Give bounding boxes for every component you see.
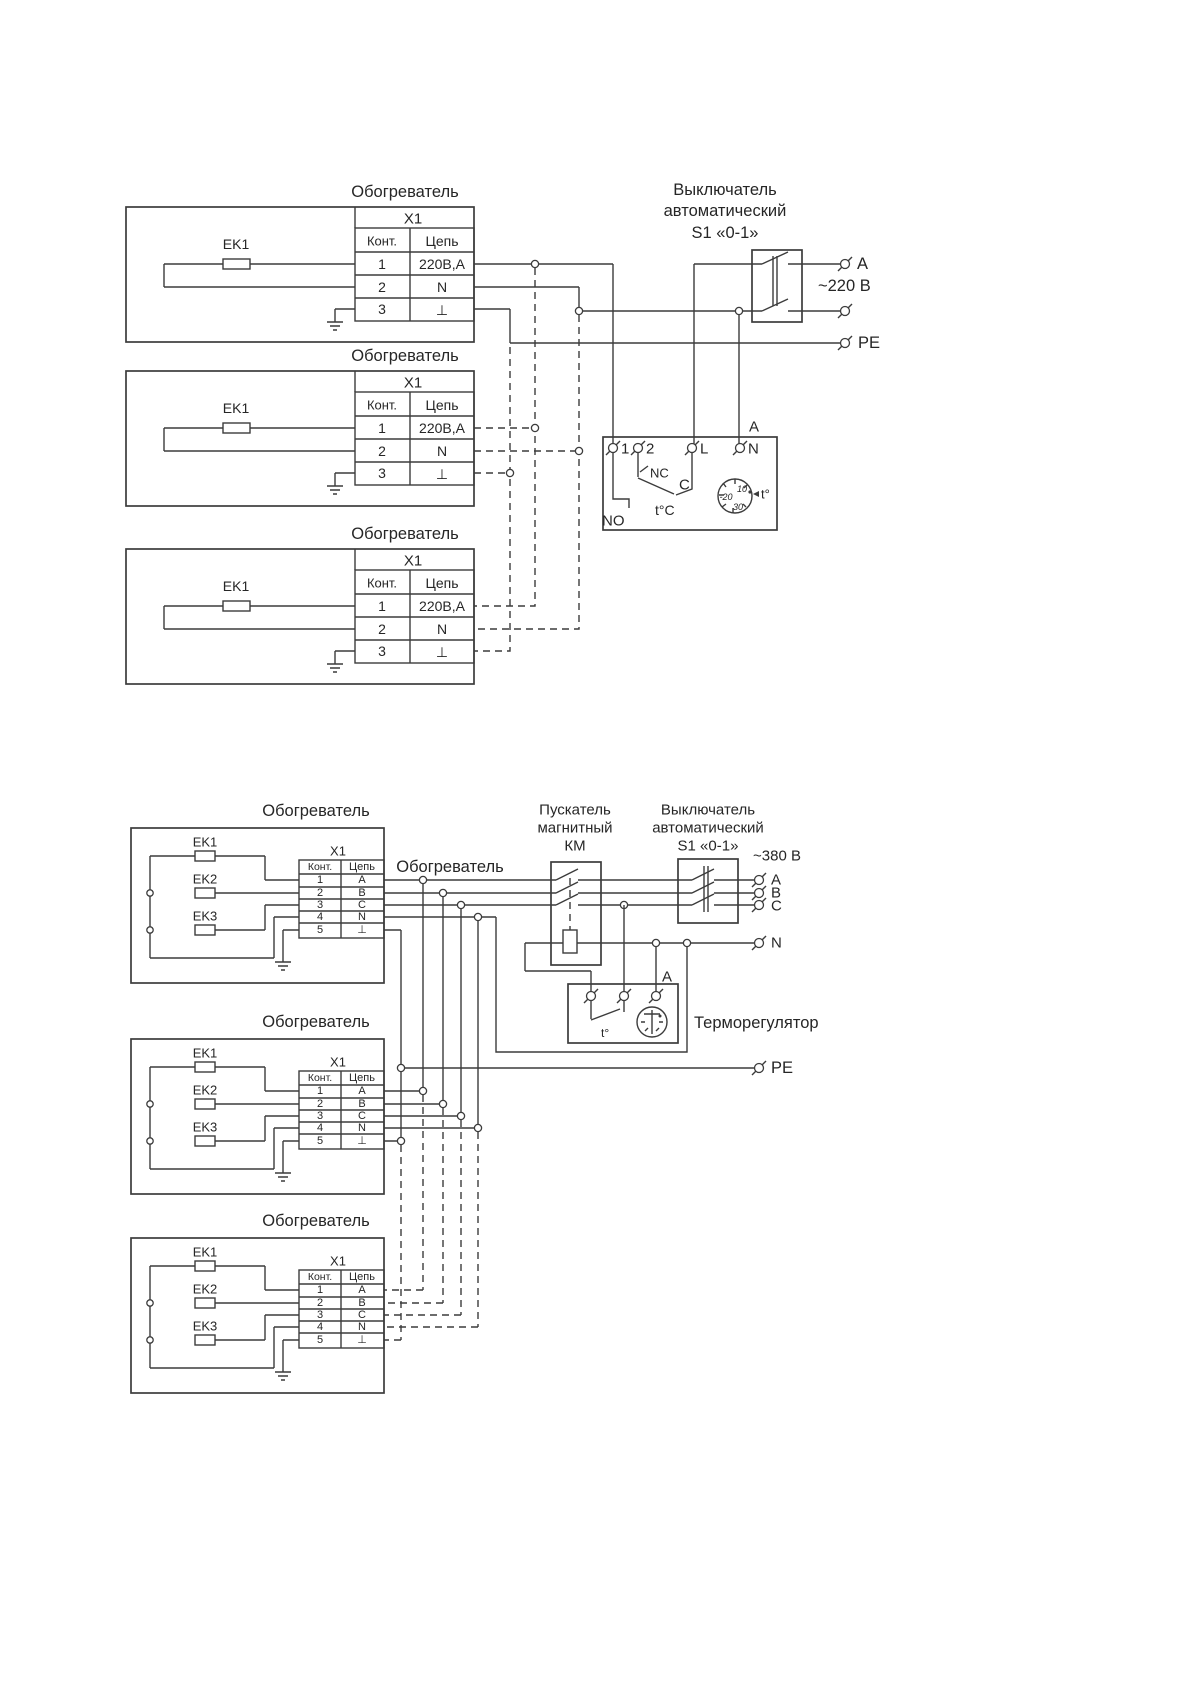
phase-label: A — [857, 255, 869, 273]
phase-a-label: A — [771, 871, 782, 889]
dial-icon — [718, 479, 770, 513]
dial-icon — [637, 1007, 667, 1037]
terminal-a-icon — [752, 873, 766, 887]
tap-wires — [384, 880, 496, 1340]
heater-3 — [131, 1212, 384, 1393]
breaker-label-3: S1 «0-1» — [677, 837, 739, 855]
junction — [506, 469, 513, 476]
corner-label: A — [749, 418, 760, 436]
diagram-220v — [126, 181, 880, 684]
junction — [439, 889, 446, 896]
wiring-solid — [474, 264, 840, 444]
voltage-label: ~220 В — [818, 277, 871, 295]
corner-label: A — [662, 968, 673, 986]
thermostat-380 — [568, 969, 819, 1044]
tdeg-label: t° — [761, 486, 770, 502]
starter-label-2: магнитный — [537, 819, 613, 837]
terminal-n-label: N — [748, 440, 759, 458]
nc-label: NC — [650, 465, 669, 481]
junction — [439, 1100, 446, 1107]
junction — [457, 901, 464, 908]
branch-heater-label: Обогреватель — [396, 858, 504, 876]
thermostat-title: Терморегулятор — [694, 1014, 819, 1032]
supply-terminals-380 — [752, 848, 801, 1078]
junction — [397, 1064, 404, 1071]
junction — [531, 260, 538, 267]
heater-1 — [126, 183, 474, 342]
terminal-c-icon — [752, 898, 766, 912]
starter-label-1: Пускатель — [539, 801, 611, 819]
no-label: NO — [602, 512, 625, 530]
junction — [419, 1087, 426, 1094]
breaker-label-3: S1 «0-1» — [691, 224, 759, 242]
terminal-l-label: L — [700, 440, 709, 458]
starter-box — [551, 862, 601, 965]
coil-symbol — [563, 930, 577, 953]
wiring-dashed — [474, 268, 579, 651]
terminal-2-label: 2 — [646, 440, 655, 458]
supply-terminals-220 — [818, 255, 880, 352]
thermostat-terminal-icon — [649, 989, 663, 1003]
junction — [419, 876, 426, 883]
heater-3 — [126, 525, 474, 684]
junction — [575, 307, 582, 314]
breaker-label-2: автоматический — [652, 819, 764, 837]
junction — [397, 1137, 404, 1144]
tc-label: t°C — [655, 502, 675, 518]
neutral-wiring — [525, 905, 754, 992]
terminal-pe-icon — [752, 1061, 766, 1075]
breaker-s1-220 — [664, 181, 840, 322]
dial-10: 10 — [736, 484, 748, 494]
junction — [457, 1112, 464, 1119]
terminal-n-icon — [752, 936, 766, 950]
terminal-neutral-icon — [838, 304, 852, 318]
junction — [683, 939, 690, 946]
neutral-label: N — [771, 934, 782, 952]
heater-1 — [131, 802, 384, 983]
terminal-phase-icon — [838, 257, 852, 271]
heater-2 — [131, 1013, 384, 1194]
diagram-380v — [131, 802, 819, 1394]
phase-b-label: B — [771, 884, 782, 902]
junction — [575, 447, 582, 454]
pe-label: PE — [771, 1059, 794, 1077]
thermostat-terminal-n-icon — [733, 441, 747, 455]
voltage-label: ~380 В — [753, 847, 801, 865]
tdeg-label: t° — [601, 1026, 610, 1040]
phase-c-label: C — [771, 897, 782, 915]
c-label: C — [679, 476, 690, 494]
junction — [474, 1124, 481, 1131]
dial-20: -20 — [719, 492, 733, 502]
heater-2 — [126, 347, 474, 506]
terminal-b-icon — [752, 886, 766, 900]
dial-30: 30 — [732, 502, 744, 512]
thermostat-220 — [602, 419, 777, 531]
junction — [474, 913, 481, 920]
junction — [652, 939, 659, 946]
junction — [735, 307, 742, 314]
terminal-pe-icon — [838, 336, 852, 350]
breaker-label-1: Выключатель — [660, 801, 756, 819]
pe-label: PE — [858, 334, 881, 352]
terminal-1-label: 1 — [621, 440, 630, 458]
breaker-label-2: автоматический — [663, 202, 787, 220]
breaker-label-1: Выключатель — [673, 181, 777, 199]
starter-label-3: КМ — [564, 837, 586, 855]
junction — [531, 424, 538, 431]
